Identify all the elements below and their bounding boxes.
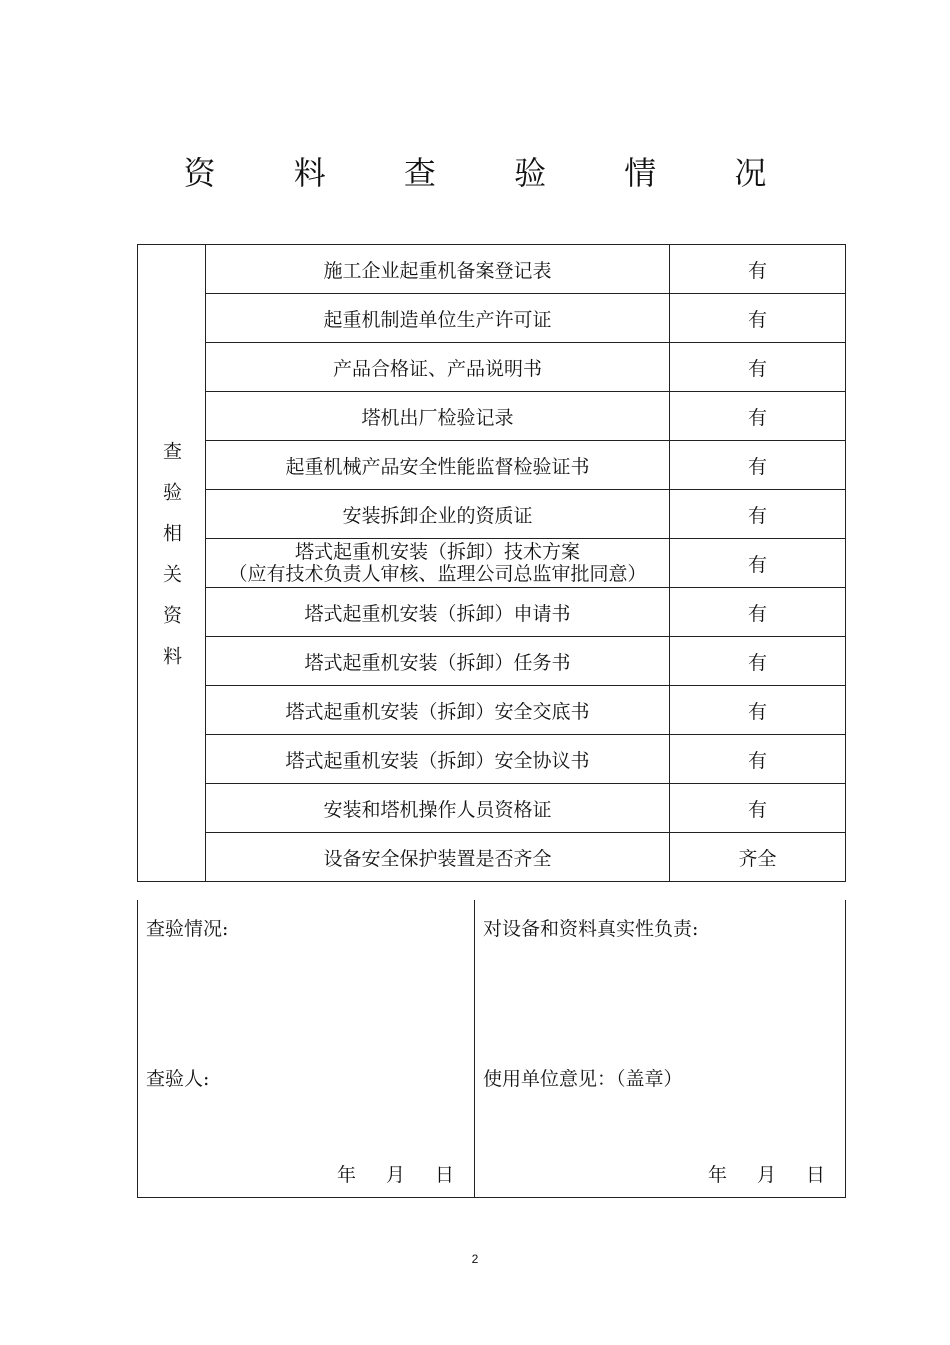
table-row — [138, 490, 846, 539]
value-cell: 有 — [670, 294, 846, 343]
year-label: 年 — [336, 1164, 356, 1186]
year-label: 年 — [707, 1164, 727, 1186]
table-row — [138, 441, 846, 490]
item-cell: 安装拆卸企业的资质证 — [206, 490, 670, 539]
value-cell: 齐全 — [670, 833, 846, 882]
day-label: 日 — [805, 1164, 825, 1186]
table-row — [138, 784, 846, 833]
side-label: 查验相关资料 — [160, 440, 182, 687]
item-note: （应有技术负责人审核、监理公司总监审批同意） — [228, 563, 647, 585]
item-cell: 塔机出厂检验记录 — [206, 392, 670, 441]
item-cell: 塔式起重机安装（拆卸）任务书 — [206, 637, 670, 686]
value-cell: 有 — [670, 539, 846, 588]
bottom-section — [137, 900, 846, 1198]
item-cell: 塔式起重机安装（拆卸）申请书 — [206, 588, 670, 637]
inspection-panel — [138, 900, 475, 1197]
page-title: 资 料 查 验 情 况 — [183, 154, 801, 192]
side-label-cell — [138, 245, 206, 882]
value-cell: 有 — [670, 784, 846, 833]
table-row — [138, 392, 846, 441]
table-row — [138, 343, 846, 392]
inspection-date — [337, 1160, 454, 1187]
item-cell: 塔式起重机安装（拆卸）安全交底书 — [206, 686, 670, 735]
opinion-date — [708, 1160, 825, 1187]
value-cell: 有 — [670, 343, 846, 392]
value-cell: 有 — [670, 637, 846, 686]
user-opinion-panel — [475, 900, 845, 1197]
value-cell: 有 — [670, 588, 846, 637]
value-cell: 有 — [670, 441, 846, 490]
table-row — [138, 294, 846, 343]
day-label: 日 — [434, 1164, 454, 1186]
table-row — [138, 686, 846, 735]
materials-table — [137, 244, 846, 882]
value-cell: 有 — [670, 735, 846, 784]
inspector-label: 查验人: — [146, 1068, 210, 1090]
item-cell: 施工企业起重机备案登记表 — [206, 245, 670, 294]
item-cell: 产品合格证、产品说明书 — [206, 343, 670, 392]
month-label: 月 — [385, 1164, 405, 1186]
value-cell: 有 — [670, 490, 846, 539]
value-cell: 有 — [670, 686, 846, 735]
item-cell: 安装和塔机操作人员资格证 — [206, 784, 670, 833]
table-row — [138, 833, 846, 882]
table-row — [138, 245, 846, 294]
item-cell: 塔式起重机安装（拆卸）安全协议书 — [206, 735, 670, 784]
opinion-label: 使用单位意见：（盖章） — [483, 1068, 683, 1090]
inspection-label: 查验情况: — [146, 918, 229, 940]
item-cell — [206, 539, 670, 588]
month-label: 月 — [756, 1164, 776, 1186]
value-cell: 有 — [670, 392, 846, 441]
table-row — [138, 539, 846, 588]
value-cell: 有 — [670, 245, 846, 294]
page-number: 2 — [471, 1252, 479, 1266]
item-cell: 起重机制造单位生产许可证 — [206, 294, 670, 343]
item-cell: 设备安全保护装置是否齐全 — [206, 833, 670, 882]
item-cell: 起重机械产品安全性能监督检验证书 — [206, 441, 670, 490]
table-row — [138, 735, 846, 784]
table-row — [138, 637, 846, 686]
table-row — [138, 588, 846, 637]
item-label: 塔式起重机安装（拆卸）技术方案 — [294, 541, 580, 563]
responsibility-label: 对设备和资料真实性负责: — [483, 918, 699, 940]
